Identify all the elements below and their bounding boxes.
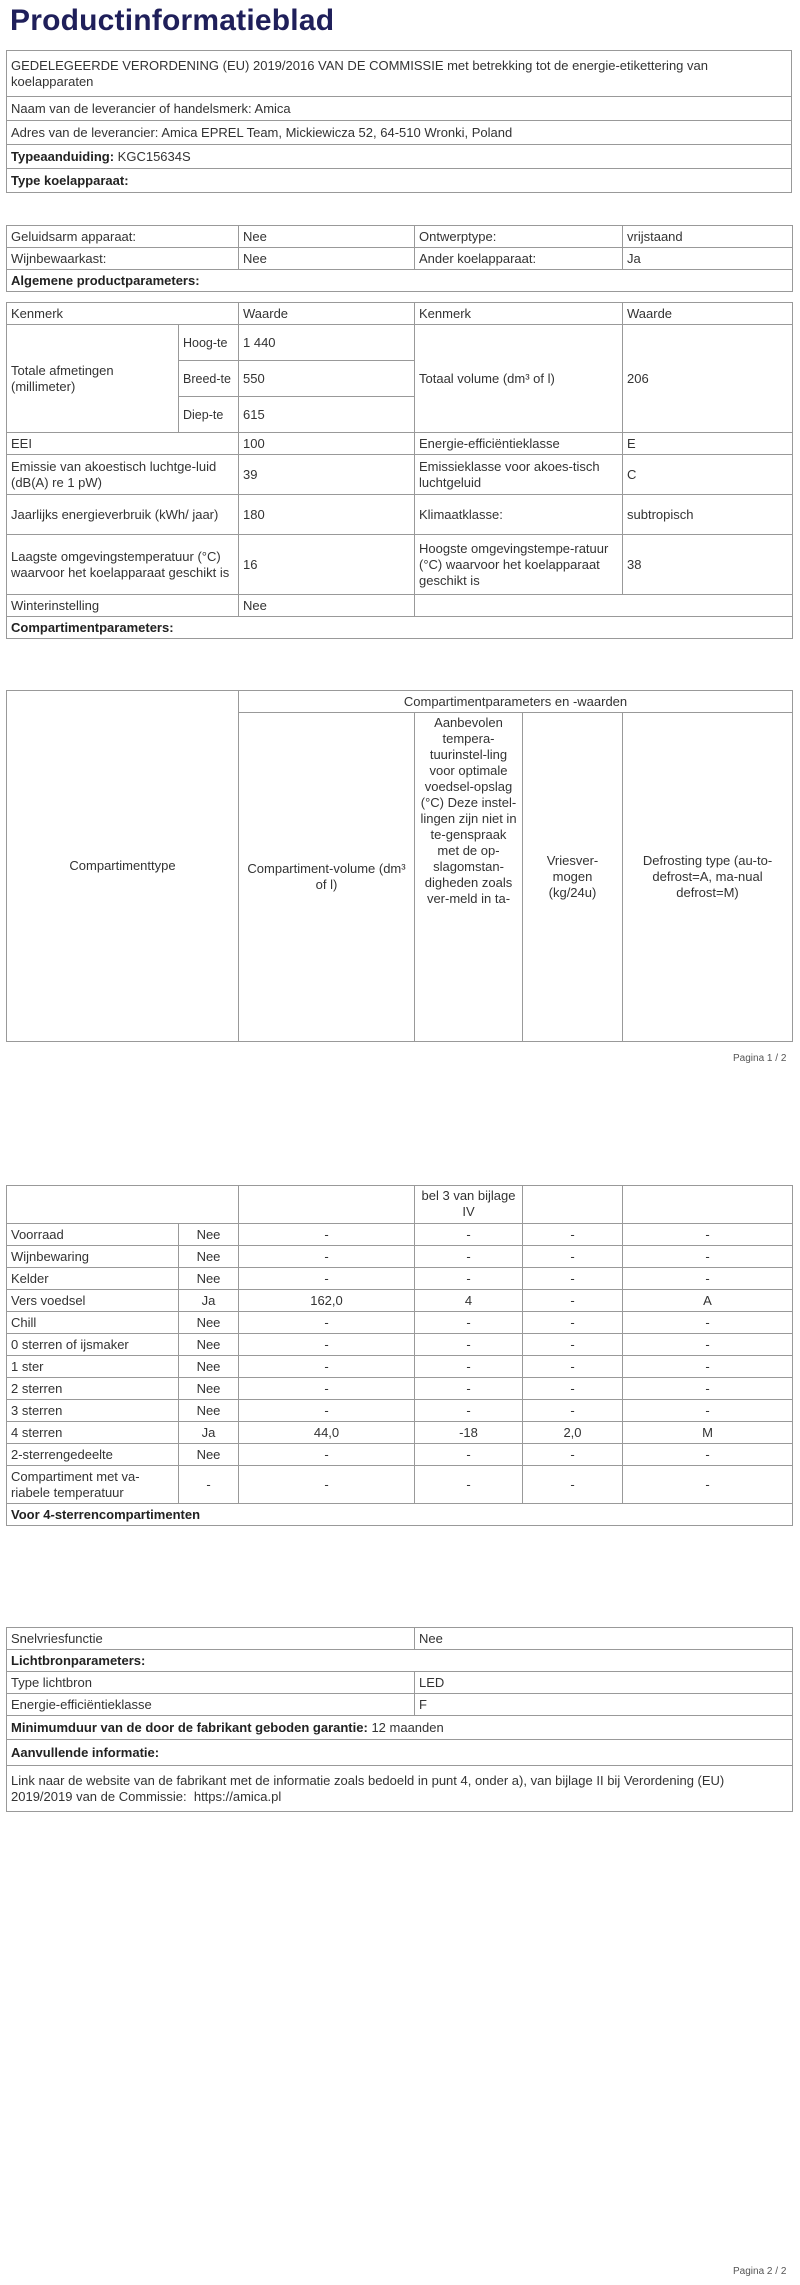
compartment-header-table: Compartimenttype Compartimentparameters en -waarden Compartiment-volume (dm³ of l) Aanbevolen tempera-tuurinstel-ling voor optimale voedsel-opslag (°C) Deze instel-lingen zijn niet in te-genspraak met de op-slagomstan-digheden zoals ver-meld in ta- Vriesver-mogen (kg/24u) Defrosting type (au-to-defrost=A, ma-nual defrost=M) <box>6 690 793 1042</box>
compartment-freeze-cell: - <box>523 1356 623 1378</box>
compartment-vol-cell: - <box>239 1466 415 1504</box>
compartment-name-cell: 1 ster <box>7 1356 179 1378</box>
compartment-vol-cell: - <box>239 1334 415 1356</box>
compartment-present-cell: Nee <box>179 1224 239 1246</box>
compartment-row <box>7 1466 793 1504</box>
compartment-vol-cell: - <box>239 1356 415 1378</box>
type-section-heading: Type koelapparaat: <box>7 169 792 193</box>
compartment-row <box>7 1312 793 1334</box>
compartment-row <box>7 1290 793 1312</box>
model-row: Typeaanduiding: KGC15634S <box>7 145 792 169</box>
compartment-name-cell: Wijnbewaring <box>7 1246 179 1268</box>
compartment-freeze-cell: 2,0 <box>523 1422 623 1444</box>
warranty-row: Minimumduur van de door de fabrikant geboden garantie: 12 maanden <box>7 1716 793 1740</box>
compartment-defrost-cell: - <box>623 1224 793 1246</box>
compartment-row <box>7 1444 793 1466</box>
compartment-row <box>7 1224 793 1246</box>
compartment-temp-cell: - <box>415 1224 523 1246</box>
compartment-freeze-cell: - <box>523 1268 623 1290</box>
compartment-present-cell: Nee <box>179 1444 239 1466</box>
light-heading: Lichtbronparameters: <box>7 1650 793 1672</box>
compartment-temp-cell: - <box>415 1378 523 1400</box>
compartment-temp-cell: - <box>415 1312 523 1334</box>
compartment-freeze-cell: - <box>523 1466 623 1504</box>
address-value: Amica EPREL Team, Mickiewicza 52, 64-510 Wronki, Poland <box>161 124 513 140</box>
compartment-vol-cell: - <box>239 1268 415 1290</box>
four-star-table: Snelvriesfunctie Nee Lichtbronparameters: Type lichtbron LED Energie-efficiëntieklasse F Minimumduur van de door de fabrikant geboden garantie: 12 maanden Aanvullende informatie: Link naar de website van de fabrikant met de informatie zoals bedoeld in punt 4, onder a), van bijlage II bij Verordening (EU) 2019/2019 van de Commissie: https://amica.pl <box>6 1627 793 1812</box>
general-table: Kenmerk Waarde Kenmerk Waarde Totale afmetingen (millimeter) Hoog-te 1 440 Totaal volume (dm³ of l) 206 Breed-te 550 Diep-te 615 EEI 100 Energie-efficiëntieklasse E Emissie van akoestisch luchtge-luid (dB(A) re 1 pW) 39 Emissieklasse voor akoes-tisch luchtgeluid C Jaarlijks energieverbruik (kWh/ jaar) 180 Klimaatklasse: subtropisch Laagste omgevingstemperatuur (°C) waarvoor het koelapparaat geschikt is 16 Hoogste omgevingstempe-ratuur (°C) waarvoor het koelapparaat geschikt is 38 Winterinstelling Nee Compartimentparameters: <box>6 302 793 639</box>
compartment-vol-cell: - <box>239 1224 415 1246</box>
compartment-row <box>7 1268 793 1290</box>
compartment-vol-cell: - <box>239 1378 415 1400</box>
website-link[interactable]: https://amica.pl <box>193 1788 282 1804</box>
compartment-present-cell: - <box>179 1466 239 1504</box>
compartment-rows <box>7 1224 793 1504</box>
compartment-defrost-cell: - <box>623 1378 793 1400</box>
compartment-present-cell: Nee <box>179 1268 239 1290</box>
compartment-name-cell: 0 sterren of ijsmaker <box>7 1334 179 1356</box>
header-table <box>6 50 792 193</box>
compartment-freeze-cell: - <box>523 1246 623 1268</box>
compartment-temp-cell: - <box>415 1444 523 1466</box>
compartment-vol-cell: - <box>239 1400 415 1422</box>
compartment-vol-cell: - <box>239 1444 415 1466</box>
compartment-vol-cell: - <box>239 1312 415 1334</box>
warranty-value: 12 maanden <box>371 1719 444 1735</box>
compartment-present-cell: Nee <box>179 1400 239 1422</box>
page-title: Productinformatieblad <box>10 4 335 37</box>
four-star-heading: Voor 4-sterrencompartimenten <box>7 1504 793 1526</box>
type-table: Geluidsarm apparaat: Nee Ontwerptype: vrijstaand Wijnbewaarkast: Nee Ander koelapparaat: Ja Algemene productparameters: <box>6 225 793 292</box>
compartment-name-cell: 2 sterren <box>7 1378 179 1400</box>
compartment-defrost-cell: - <box>623 1400 793 1422</box>
compartment-vol-cell: - <box>239 1246 415 1268</box>
compartment-temp-cell: -18 <box>415 1422 523 1444</box>
compartment-present-cell: Nee <box>179 1334 239 1356</box>
regulation-text: GEDELEGEERDE VERORDENING (EU) 2019/2016 VAN DE COMMISSIE met betrekking tot de energie-etikettering van koelapparaten <box>7 51 792 97</box>
compartment-table: bel 3 van bijlage IV Voorraad Nee - - - - Wijnbewaring Nee - - - - Kelder Nee - - - - Vers voedsel Ja 162,0 4 - A Chill Nee - - - - 0 sterren of ijsmaker Nee - - - - 1 ster Nee - - - - 2 sterren Nee - - - - 3 sterren Nee - - - - 4 sterren Ja 44,0 -18 2,0 M 2-sterrengedeelte Nee - - - - Compartiment met va-riabele temperatuur - - - - - Voor 4-sterrencompartimenten <box>6 1185 793 1526</box>
compartment-freeze-cell: - <box>523 1334 623 1356</box>
compartment-name-cell: 2-sterrengedeelte <box>7 1444 179 1466</box>
general-heading: Algemene productparameters: <box>7 270 793 292</box>
compartment-defrost-cell: - <box>623 1268 793 1290</box>
compartment-row <box>7 1246 793 1268</box>
compartment-defrost-cell: - <box>623 1312 793 1334</box>
compartment-freeze-cell: - <box>523 1400 623 1422</box>
compartment-defrost-cell: M <box>623 1422 793 1444</box>
compartment-temp-cell: - <box>415 1334 523 1356</box>
page-1 <box>0 0 800 1115</box>
supplier-value: Amica <box>254 100 291 116</box>
extra-text: Link naar de website van de fabrikant met de informatie zoals bedoeld in punt 4, onder a), van bijlage II bij Verordening (EU) 2019/2019 van de Commissie: https://amica.pl <box>7 1766 793 1812</box>
compartment-present-cell: Nee <box>179 1356 239 1378</box>
compartment-temp-cell: - <box>415 1466 523 1504</box>
compartment-defrost-cell: A <box>623 1290 793 1312</box>
compartment-freeze-cell: - <box>523 1378 623 1400</box>
page-number-1: Pagina 1 / 2 <box>733 1053 787 1064</box>
compartment-freeze-cell: - <box>523 1290 623 1312</box>
extra-heading: Aanvullende informatie: <box>7 1740 793 1766</box>
supplier-row: Naam van de leverancier of handelsmerk: Amica <box>7 97 792 121</box>
compartment-temp-cell: - <box>415 1268 523 1290</box>
compartment-vol-cell: 162,0 <box>239 1290 415 1312</box>
compartment-name-cell: Kelder <box>7 1268 179 1290</box>
page-number-2: Pagina 2 / 2 <box>733 2266 787 2277</box>
compartment-freeze-cell: - <box>523 1312 623 1334</box>
compartment-present-cell: Nee <box>179 1378 239 1400</box>
compartment-freeze-cell: - <box>523 1444 623 1466</box>
compartment-defrost-cell: - <box>623 1444 793 1466</box>
model-value: KGC15634S <box>117 148 191 164</box>
compartment-temp-cell: 4 <box>415 1290 523 1312</box>
compartment-name-cell: Compartiment met va-riabele temperatuur <box>7 1466 179 1504</box>
compartment-temp-cell: - <box>415 1246 523 1268</box>
compartment-row <box>7 1422 793 1444</box>
compartment-defrost-cell: - <box>623 1334 793 1356</box>
page-2 <box>0 1115 800 2285</box>
compartment-present-cell: Ja <box>179 1290 239 1312</box>
compartment-row <box>7 1378 793 1400</box>
compartment-present-cell: Nee <box>179 1246 239 1268</box>
compartment-row <box>7 1356 793 1378</box>
compartment-name-cell: 4 sterren <box>7 1422 179 1444</box>
compartment-freeze-cell: - <box>523 1224 623 1246</box>
compartment-name-cell: Voorraad <box>7 1224 179 1246</box>
compartment-present-cell: Nee <box>179 1312 239 1334</box>
compartment-name-cell: Vers voedsel <box>7 1290 179 1312</box>
compartment-temp-cell: - <box>415 1400 523 1422</box>
compartment-vol-cell: 44,0 <box>239 1422 415 1444</box>
compartment-name-cell: 3 sterren <box>7 1400 179 1422</box>
compartment-defrost-cell: - <box>623 1246 793 1268</box>
compartment-defrost-cell: - <box>623 1356 793 1378</box>
compartment-name-cell: Chill <box>7 1312 179 1334</box>
compartment-defrost-cell: - <box>623 1466 793 1504</box>
compartments-heading: Compartimentparameters: <box>7 617 793 639</box>
compartment-row <box>7 1400 793 1422</box>
compartment-temp-cell: - <box>415 1356 523 1378</box>
compartment-row <box>7 1334 793 1356</box>
compartment-present-cell: Ja <box>179 1422 239 1444</box>
address-row: Adres van de leverancier: Amica EPREL Team, Mickiewicza 52, 64-510 Wronki, Poland <box>7 121 792 145</box>
